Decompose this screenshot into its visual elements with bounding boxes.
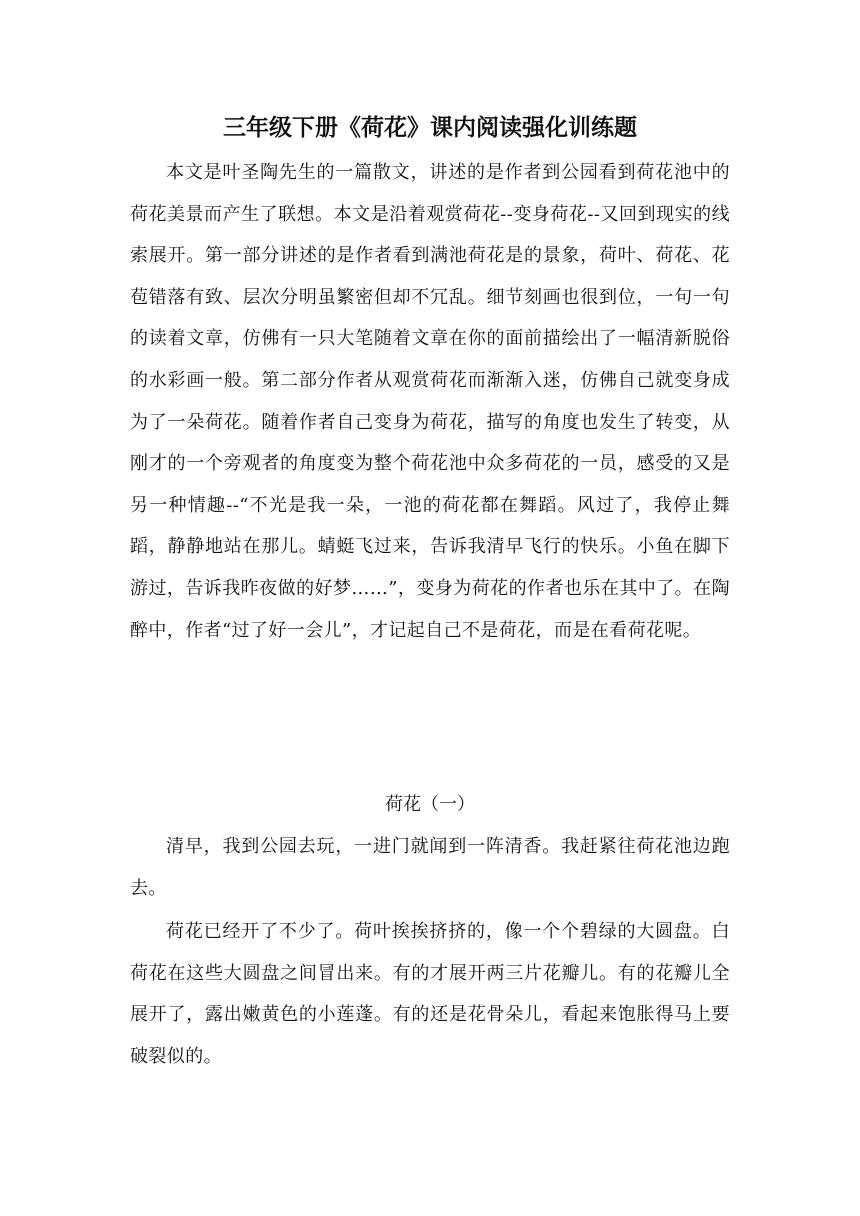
passage-paragraph: 荷花已经开了不少了。荷叶挨挨挤挤的，像一个个碧绿的大圆盘。白荷花在这些大圆盘之间冒出来。有的才展开两三片花瓣儿。有的花瓣儿全展开了，露出嫩黄色的小莲蓬。有的还是花骨朵儿，看起来饱胀得马上要破裂似的。 [130,921,730,1067]
section-heading: 荷花（一） [385,794,475,815]
intro-paragraph: 本文是叶圣陶先生的一篇散文，讲述的是作者到公园看到荷花池中的荷花美景而产生了联想。本文是沿着观赏荷花--变身荷花--又回到现实的线索展开。第一部分讲述的是作者看到满池荷花是的景象，荷叶、荷花、花苞错落有致、层次分明虽繁密但却不冗乱。细节刻画也很到位，一句一句的读着文章，仿佛有一只大笔随着文章在你的面前描绘出了一幅清新脱俗的水彩画一般。第二部分作者从观赏荷花而渐渐入迷，仿佛自己就变身成为了一朵荷花。随着作者自己变身为荷花，描写的角度也发生了转变，从刚才的一个旁观者的角度变为整个荷花池中众多荷花的一员，感受的又是另一种情趣--“不光是我一朵，一池的荷花都在舞蹈。风过了，我停止舞蹈，静静地站在那儿。蜻蜓飞过来，告诉我清早飞行的快乐。小鱼在脚下游过，告诉我昨夜做的好梦……”，变身为荷花的作者也乐在其中了。在陶醉中，作者“过了好一会儿”，才记起自己不是荷花，而是在看荷花呢。 [130,162,730,641]
document-title: 三年级下册《荷花》课内阅读强化训练题 [223,115,637,141]
passage-paragraph-2-block [130,911,730,1077]
passage-paragraph-1-block [130,826,730,909]
passage-paragraph: 清早，我到公园去玩，一进门就闻到一阵清香。我赶紧往荷花池边跑去。 [130,836,730,899]
intro-block [130,152,730,651]
